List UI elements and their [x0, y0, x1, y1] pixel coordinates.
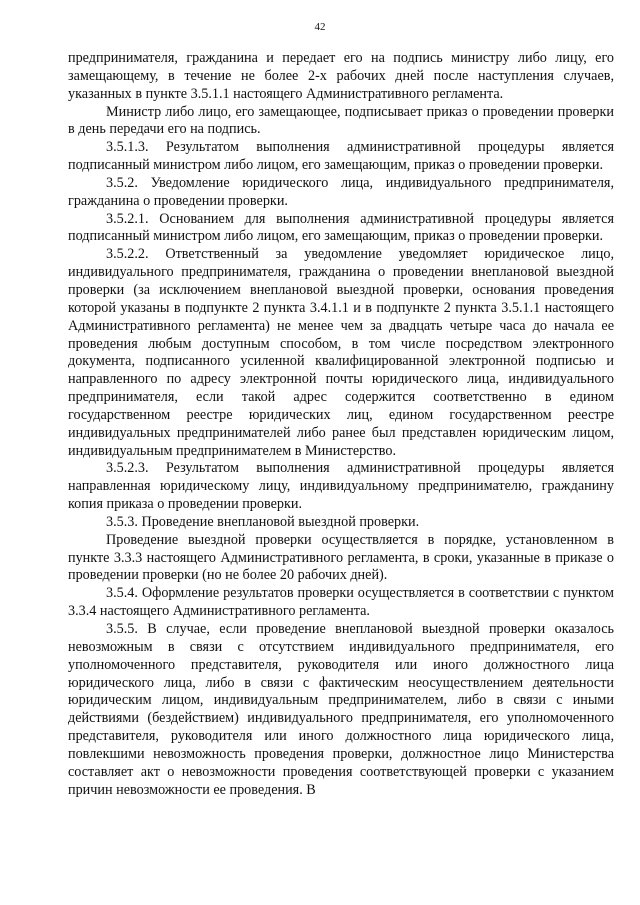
- paragraph-3-5-2-1: 3.5.2.1. Основанием для выполнения административной процедуры является подписанный министром либо лицом, его замещающим, приказ о проведении проверки.: [68, 210, 614, 245]
- paragraph-3-5-2: 3.5.2. Уведомление юридического лица, индивидуального предпринимателя, гражданина о проведении проверки.: [68, 174, 614, 209]
- paragraph-inspection-order: Проведение выездной проверки осуществляется в порядке, установленном в пункте 3.3.3 настоящего Административного регламента, в сроки, указанные в приказе о проведении проверки (но не более 20 рабочих дней).: [68, 531, 614, 584]
- paragraph-3-5-4: 3.5.4. Оформление результатов проверки осуществляется в соответствии с пунктом 3.3.4 настоящего Административного регламента.: [68, 585, 614, 620]
- page-number: 42: [314, 21, 326, 33]
- paragraph-3-5-2-3: 3.5.2.3. Результатом выполнения административной процедуры является направленная юридическому лицу, индивидуальному предпринимателю, гражданину копия приказа о проведении проверки.: [68, 460, 614, 513]
- paragraph-3-5-5: 3.5.5. В случае, если проведение внеплановой выездной проверки оказалось невозможным в связи с отсутствием индивидуального предпринимателя, его уполномоченного представителя, руководителя или иного должностного лица юридического лица, либо в связи с фактическим неосуществлением деятельности юридическим лицом, индивидуальным предпринимателем, либо в связи с иными действиями (бездействием) индивидуального предпринимателя, его уполномоченного представителя, руководителя или иного должностного лица юридического лица, повлекшими невозможность проведения проверки, должностное лицо Министерства составляет акт о невозможности проведения соответствующей проверки с указанием причин невозможности ее проведения. В: [68, 621, 614, 798]
- paragraph-3-5-1-3: 3.5.1.3. Результатом выполнения административной процедуры является подписанный министром либо лицом, его замещающим, приказ о проведении проверки.: [68, 139, 614, 174]
- document-body: [68, 50, 614, 799]
- paragraph-3-5-2-2: 3.5.2.2. Ответственный за уведомление уведомляет юридическое лицо, индивидуального предпринимателя, гражданина о проведении внеплановой выездной проверки (за исключением внеплановой выездной проверки, основания проведения которой указаны в подпункте 2 пункта 3.4.1.1 и в подпункте 2 пункта 3.5.1.1 настоящего Административного регламента) не менее чем за двадцать четыре часа до начала ее проведения любым доступным способом, в том числе посредством электронного документа, подписанного усиленной квалифицированной электронной подписью и направленного по адресу электронной почты юридического лица, индивидуального предпринимателя, если такой адрес содержится соответственно в едином государственном реестре юридических лиц, едином государственном реестре индивидуальных предпринимателей либо ранее был представлен юридическим лицом, индивидуальным предпринимателем в Министерство.: [68, 246, 614, 459]
- paragraph-minister-signs: Министр либо лицо, его замещающее, подписывает приказ о проведении проверки в день передачи его на подпись.: [68, 103, 614, 138]
- paragraph-continuation: предпринимателя, гражданина и передает его на подпись министру либо лицу, его замещающему, в течение не более 2-х рабочих дней после наступления случаев, указанных в пункте 3.5.1.1 настоящего Административного регламента.: [68, 50, 614, 102]
- paragraph-3-5-3: 3.5.3. Проведение внеплановой выездной проверки.: [106, 513, 420, 530]
